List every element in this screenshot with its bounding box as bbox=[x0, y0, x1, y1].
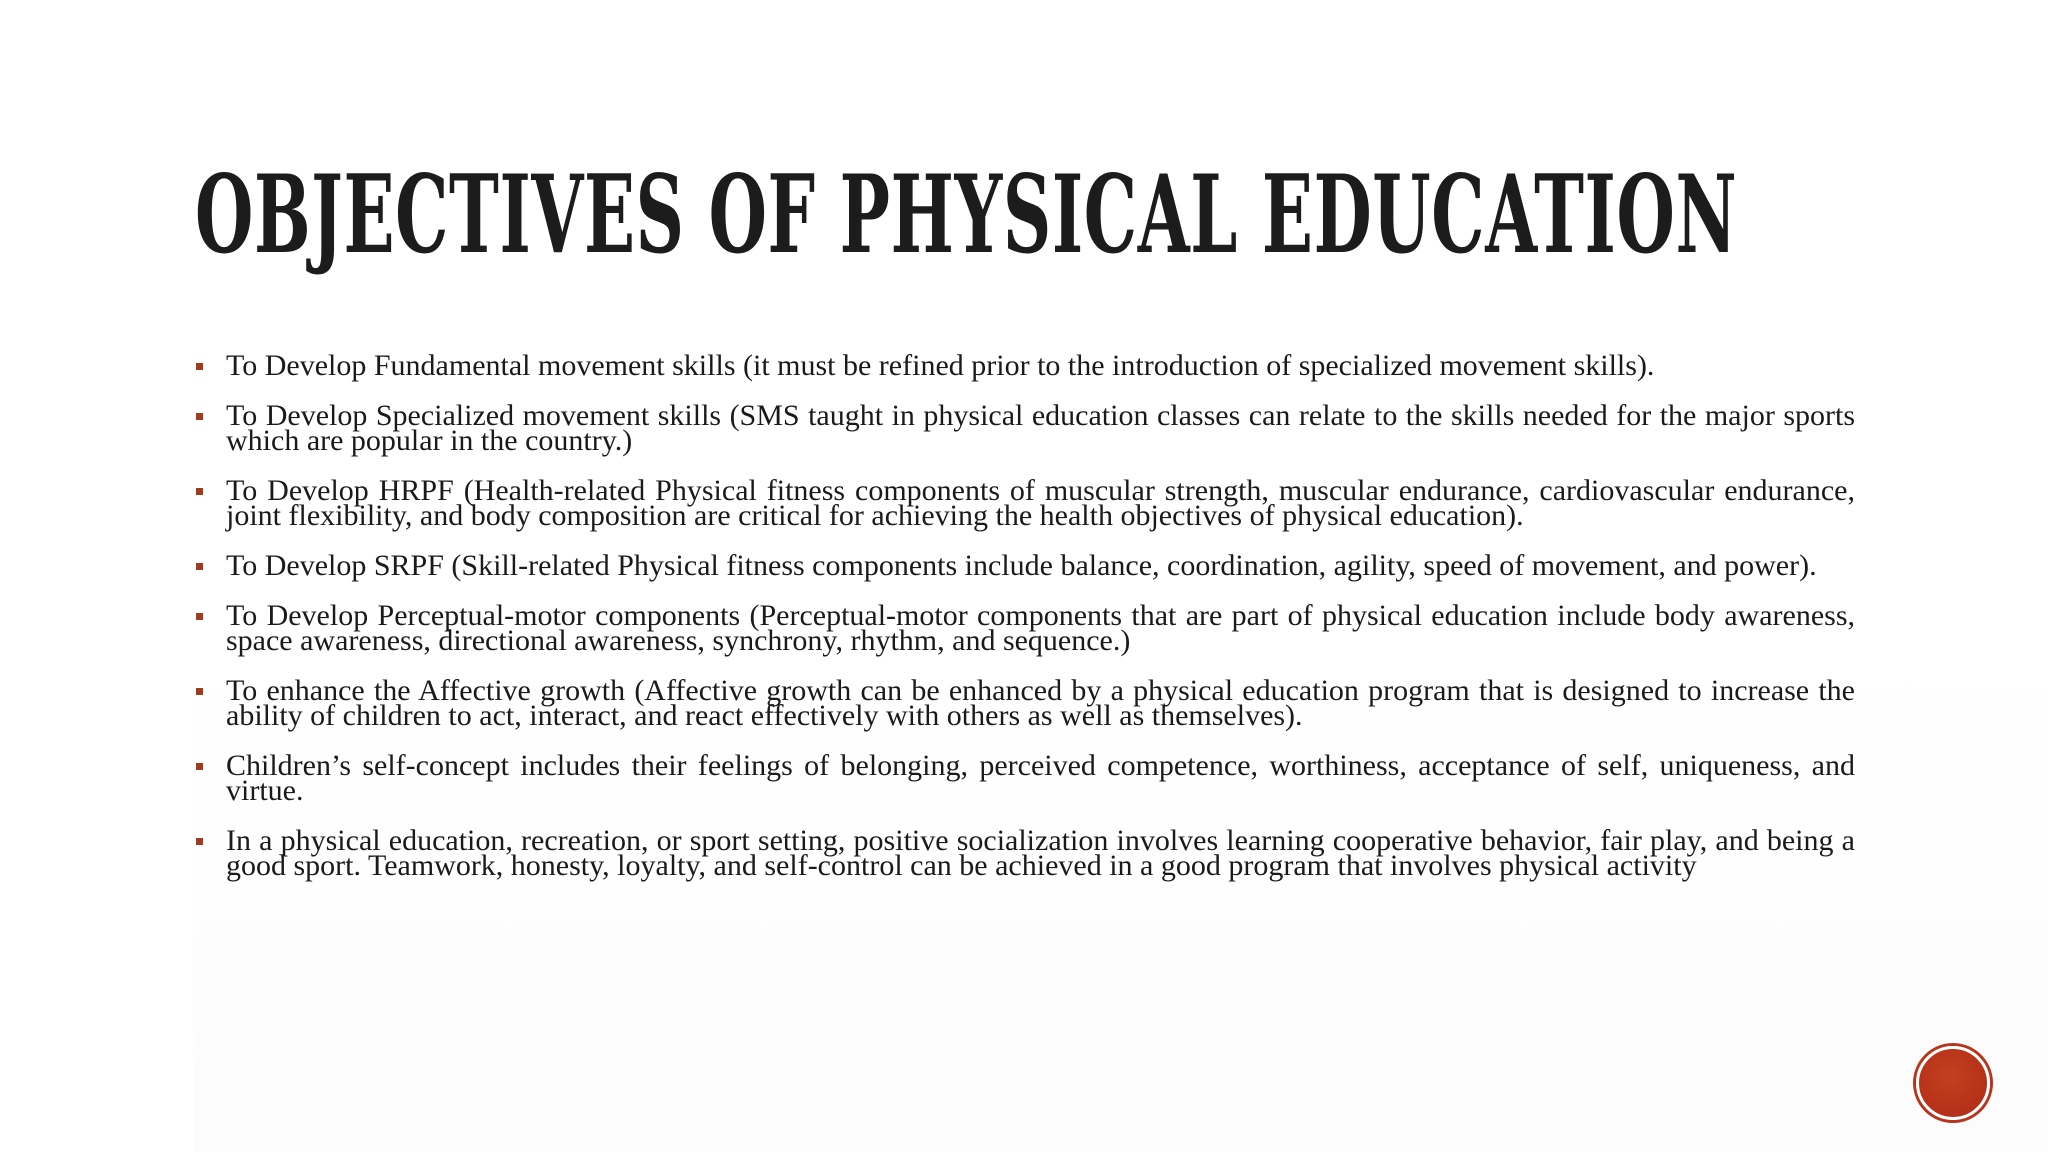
square-bullet-icon bbox=[196, 613, 203, 620]
slide-title: OBJECTIVES OF PHYSICAL EDUCATION bbox=[195, 152, 1738, 278]
square-bullet-icon bbox=[196, 838, 203, 845]
bullet-text: To Develop Fundamental movement skills (it must be refined prior to the introduction of specialized movement skills). bbox=[226, 349, 1655, 382]
square-bullet-icon bbox=[196, 763, 203, 770]
bullet-text: To Develop HRPF (Health-related Physical fitness components of muscular strength, muscular endurance, cardiovascular endurance, joint flexibility, and body composition are critical for achieving the health objectives of physical education). bbox=[226, 474, 1855, 532]
list-item bbox=[195, 749, 1855, 807]
bullet-text: To Develop Specialized movement skills (SMS taught in physical education classes can relate to the skills needed for the major sports which are popular in the country.) bbox=[226, 399, 1855, 457]
square-bullet-icon bbox=[196, 488, 203, 495]
list-item bbox=[195, 399, 1855, 457]
circle-button-icon[interactable] bbox=[1916, 1046, 1990, 1120]
square-bullet-icon bbox=[196, 563, 203, 570]
square-bullet-icon bbox=[196, 688, 203, 695]
list-item bbox=[195, 824, 1855, 882]
list-item bbox=[195, 674, 1855, 732]
bullet-text: To Develop Perceptual-motor components (Perceptual-motor components that are part of physical education include body awareness, space awareness, directional awareness, synchrony, rhythm, and sequence.) bbox=[226, 599, 1855, 657]
bullet-text: To enhance the Affective growth (Affective growth can be enhanced by a physical education program that is designed to increase the ability of children to act, interact, and react effectively with others as well as themselves). bbox=[226, 674, 1855, 732]
bullet-text: To Develop SRPF (Skill-related Physical fitness components include balance, coordination, agility, speed of movement, and power). bbox=[226, 549, 1817, 582]
bullet-text: In a physical education, recreation, or sport setting, positive socialization involves learning cooperative behavior, fair play, and being a good sport. Teamwork, honesty, loyalty, and self-control can be achieved in a good program that involves physical activity bbox=[226, 824, 1855, 882]
list-item bbox=[195, 474, 1855, 532]
list-item bbox=[195, 349, 1855, 382]
slide-left-margin bbox=[0, 0, 193, 1152]
list-item bbox=[195, 599, 1855, 657]
list-item bbox=[195, 549, 1855, 582]
square-bullet-icon bbox=[196, 363, 203, 370]
bullet-text: Children’s self-concept includes their feelings of belonging, perceived competence, worthiness, acceptance of self, uniqueness, and virtue. bbox=[226, 749, 1855, 807]
bullet-list bbox=[195, 349, 1855, 903]
square-bullet-icon bbox=[196, 413, 203, 420]
